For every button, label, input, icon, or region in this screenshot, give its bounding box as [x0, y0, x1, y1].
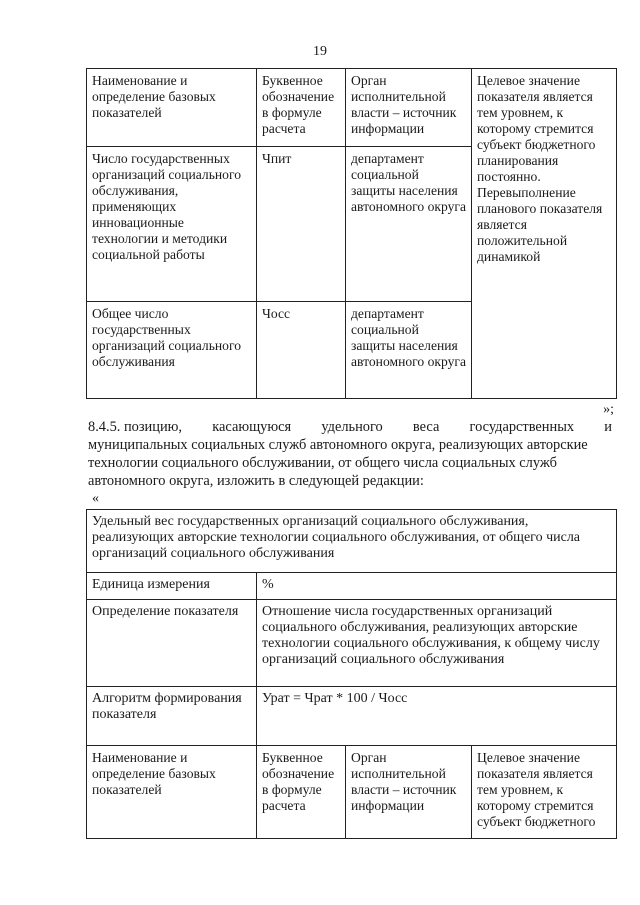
header-name-cell: Наименование и определение базовых показателей — [87, 746, 257, 839]
paragraph-line-3: технологии социального обслуживании, от общего числа социальных служб — [88, 455, 557, 471]
indicator-title-row — [87, 510, 617, 573]
paragraph-word: государственных — [469, 419, 575, 435]
row-organ-cell: департамент социальной защиты населения автономного округа — [346, 302, 472, 399]
definition-row — [87, 600, 617, 687]
opening-quote: « — [92, 491, 99, 506]
paragraph-word: и — [604, 419, 612, 435]
row-name-cell: Число государственных организаций социального обслуживания, применяющих инновационные технологии и методики социальной работы — [87, 147, 257, 302]
paragraph-word: касающуюся — [212, 419, 292, 435]
row-name-cell: Общее число государственных организаций социального обслуживания — [87, 302, 257, 399]
header-name-cell: Наименование и определение базовых показателей — [87, 69, 257, 147]
page-number: 19 — [313, 44, 327, 59]
indicator-table-bottom — [86, 509, 617, 839]
indicator-table-top — [86, 68, 617, 399]
row-organ-cell: департамент социальной защиты населения автономного округа — [346, 147, 472, 302]
row-letter-cell: Чосс — [257, 302, 346, 399]
definition-value-cell: Отношение числа государственных организаций социального обслуживания, реализующих авторские технологии социального обслуживания, к общему числу организаций социального обслуживания — [257, 600, 617, 687]
indicator-title-cell: Удельный вес государственных организаций социального обслуживания, реализующих авторские технологии социального обслуживания, от общего числа организаций социального обслуживания — [87, 510, 617, 573]
table-header-row — [87, 746, 617, 839]
paragraph-word: 8.4.5. позицию, — [88, 419, 183, 435]
definition-label-cell: Определение показателя — [87, 600, 257, 687]
table-header-row — [87, 69, 617, 147]
target-value-cell: Целевое значение показателя является тем уровнем, к которому стремится субъект бюджетного планирования постоянно. Перевыполнение планового показателя является положительной динамикой — [472, 69, 617, 399]
header-organ-cell: Орган исполнительной власти – источник информации — [346, 69, 472, 147]
target-value-cell: Целевое значение показателя является тем уровнем, к которому стремится субъект бюджетного — [472, 746, 617, 839]
amendment-paragraph — [88, 418, 612, 490]
paragraph-line-4: автономного округа, изложить в следующей редакции: — [88, 473, 424, 489]
closing-quote: »; — [603, 402, 614, 417]
algorithm-value-cell: Урат = Чрат * 100 / Чосс — [257, 687, 617, 746]
unit-value-cell: % — [257, 573, 617, 600]
header-letter-cell: Буквенное обозначение в формуле расчета — [257, 69, 346, 147]
header-organ-cell: Орган исполнительной власти – источник информации — [346, 746, 472, 839]
paragraph-line-2: муниципальных социальных служб автономного округа, реализующих авторские — [88, 437, 588, 453]
unit-label-cell: Единица измерения — [87, 573, 257, 600]
paragraph-word: веса — [412, 419, 440, 435]
header-letter-cell: Буквенное обозначение в формуле расчета — [257, 746, 346, 839]
paragraph-word: удельного — [321, 419, 383, 435]
algorithm-row — [87, 687, 617, 746]
unit-row — [87, 573, 617, 600]
paragraph-line-1 — [88, 418, 612, 436]
row-letter-cell: Чпит — [257, 147, 346, 302]
algorithm-label-cell: Алгоритм формирования показателя — [87, 687, 257, 746]
